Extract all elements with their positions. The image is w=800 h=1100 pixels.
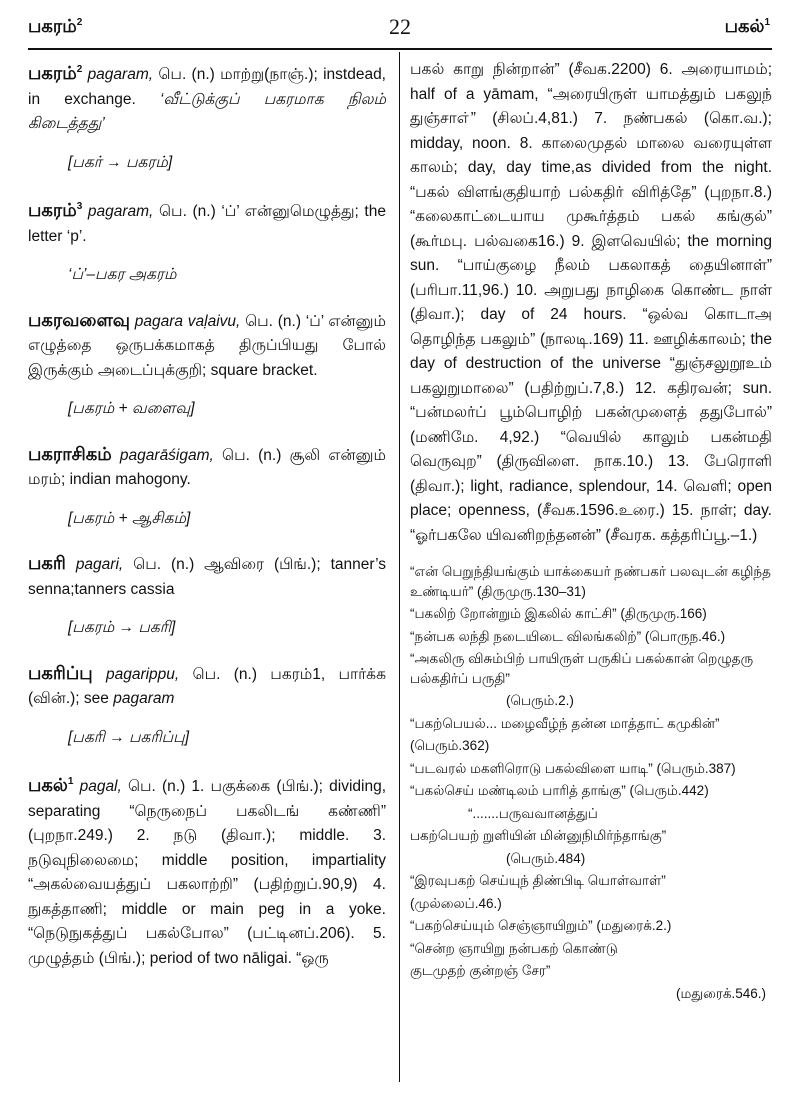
running-head-right	[725, 16, 770, 39]
definition: பெ. (n.) பகரம்1, பார்க்க (வின்.); see	[28, 665, 387, 707]
page-number: 22	[389, 14, 411, 39]
derivation: [பகரி → பகரிப்பு]	[68, 728, 190, 746]
quotation: “பகற்செய்யும் செஞ்ஞாயிறும்” (மதுரைக்.2.)	[410, 918, 672, 933]
headword: பகரவளைவு	[28, 309, 130, 330]
quotation: “பகல்செய் மண்டிலம் பாரித் தாங்கு” (பெரும்.442)	[410, 783, 709, 798]
quotation: “பகலிற் றோன்றும் இகலில் காட்சி” (திருமுரு.166)	[410, 606, 707, 621]
headword: பகல்$^1$	[28, 775, 74, 795]
quotation: குடமுதற் குன்றஞ் சேர”	[410, 963, 551, 978]
headword: பகரிப்பு	[28, 662, 93, 683]
entry-text	[28, 551, 386, 602]
definition: பெ. (n.) மாற்று(நாஞ்.); instdead, in exchange.	[28, 66, 386, 108]
transliteration: pagaram,	[87, 203, 154, 220]
headword: பகராசிகம்	[28, 443, 112, 464]
quotation: “.......பருவவானத்துப்	[468, 805, 598, 821]
derivation: [பகரம் + வளைவு]	[68, 400, 195, 417]
definition: பெ. (n.) ஆவிரை (பிங்.); tanner’s senna;tanners cassia	[28, 556, 387, 598]
transliteration: pagarippu,	[105, 665, 180, 683]
running-head-left-word: பகரம்	[28, 16, 77, 36]
entry-pagari	[28, 551, 386, 641]
headword: பகரம்$^2$	[28, 63, 83, 83]
usage-example: ‘வீட்டுக்குப் பகரமாக நிலம் கிடைத்தது’	[28, 90, 386, 132]
quotation-citation: (பெரும்.362)	[410, 738, 490, 753]
quotation: “நன்பக லந்தி நடையிடை விலங்கலிற்” (பொருந.46.)	[410, 628, 726, 644]
column-divider	[399, 52, 400, 1082]
entry-pagarippu	[28, 661, 386, 751]
quotation-citation: (மதுரைக்.546.)	[676, 985, 766, 1001]
quotation: “என் பெறுந்தியங்கும் யாக்கையர் நண்பகர் பலவுடன் கழிந்த உண்டியர்” (திருமுரு.130–31)	[410, 564, 771, 599]
definition: பெ. (n.) ‘ப்’ என்னுமெழுத்து; the letter ‘p’.	[28, 203, 386, 245]
running-head-right-word: பகல்	[724, 16, 765, 36]
quotation-block	[410, 562, 772, 1003]
quotation: “படவரல் மகளிரொடு பகல்விளை யாடி” (பெரும்.387)	[410, 760, 736, 776]
header-rule	[28, 48, 772, 50]
quotation-citation: (முல்லைப்.46.)	[410, 895, 502, 911]
definition: பெ. (n.) சூலி என்னும் மரம்; indian mahogony.	[28, 446, 386, 488]
entry-text	[28, 442, 386, 493]
derivation: [பகரம் → பகரி]	[68, 619, 176, 636]
entry-text	[28, 58, 386, 137]
quotation: “அகலிரு விசும்பிற் பாயிருள் பருகிப் பகல்கான் றெழுதரு பல்கதிர்ப் பருதி”	[410, 651, 754, 686]
left-column	[28, 58, 386, 991]
entry-pagaram-2	[28, 58, 386, 175]
entry-pagaram-3	[28, 195, 386, 288]
transliteration: pagaram,	[87, 66, 154, 83]
transliteration: pagara vaḷaivu,	[134, 312, 241, 330]
derivation: ‘ப்’–பகர அகரம்	[68, 266, 177, 283]
cross-reference: pagaram	[113, 690, 175, 707]
derivation: [பகர் → பகரம்]	[68, 153, 173, 171]
quotation-citation: (பெரும்.484)	[506, 850, 586, 866]
running-head-right-superscript: 1	[764, 17, 770, 28]
entry-text	[28, 661, 386, 712]
headword: பகரம்$^3$	[28, 200, 83, 220]
entry-text	[28, 770, 386, 971]
transliteration: pagal,	[79, 778, 122, 795]
headword: பகரி	[28, 553, 66, 573]
definition: பெ. (n.) 1. பகுக்கை (பிங்.); dividing, separating “நெருநைப் பகலிடங் கண்ணி” (புறநா.249.) 2. நடு (திவா.); middle. 3. நடுவுநிலைமை; middle position, impartiality “அகல்வையத்துப் பகலாற்றி” (பதிற்றுப்.90,9) 4. நுகத்தாணி; middle or main peg in a yoke. “நெடுநுகத்துப் பகல்போல” (பட்டினப்.206). 5. முழுத்தம் (பிங்.); period of two nāligai. “ஒரு	[28, 778, 387, 967]
entry-text	[28, 308, 386, 384]
right-column	[410, 58, 772, 1006]
entry-pagarasigam	[28, 442, 386, 532]
quotation-citation: (பெரும்.2.)	[506, 693, 574, 708]
quotation: “சென்ற ஞாயிறு நன்பகற் கொண்டு	[410, 940, 618, 956]
entry-pagal-1	[28, 770, 386, 971]
transliteration: pagari,	[75, 556, 124, 573]
derivation: [பகரம் + ஆசிகம்]	[68, 509, 191, 527]
entry-continuation: பகல் காறு நின்றான்” (சீவக.2200) 6. அரையாமம்; half of a yāmam, “அரையிருள் யாமத்தும் பகலுந் துஞ்சாஎ்” (சிலப்.4,81.) 7. நண்பகல் (கொ.வ.); midday, noon. 8. காலைமுதல் மாலை வரையுள்ள காலம்; day, day time,as divided from the night. “பகல் விளங்குதியாற் பல்கதிர் விரித்தே” (புறநா.8.) “கலைகாட்டையாய முகூர்த்தம் பகல் கங்குல்” (கூர்மபு. பல்வகை16.) 9. இளவெயில்; the morning sun. “பாய்குழை நீலம் பகலாகத் தையினாள்” (பரிபா.11,96.) 10. அறுபது நாழிகை கொண்ட நாள் (திவா.); day of 24 hours. “ஒல்வ கொடாஅ தொழிந்த பகலும்” (நாலடி.169) 11. ஊழிக்காலம்; the day of destruction of the universe “துஞ்சலுறூஉம் பகலுறுமாலை” (பதிற்றுப்.7,8.) 12. கதிரவன்; sun. “பன்மலர்ப் பூம்பொழிற் பகன்முளைத் ததுபோல்” (மணிமே. 4,92.) “வெயில் காலும் பகன்மதி வெருவுற” (திருவிளை. நாக.10.) 13. பேரொளி (திவா.); light, radiance, splendour, 14. வெளி; open place; openness, (சீவக.1596.உரை.) 15. நாள்; day. “ஓர்பகலே யிவனிறந்தனன்” (சீவரக. கத்தரிப்பூ.–1.)	[410, 61, 772, 544]
running-head-left-superscript: 2	[76, 17, 83, 28]
quotation: பகற்பெயற் றுளியின் மின்னுநிமிர்ந்தாங்கு”	[410, 828, 667, 843]
entry-pagara-valaivu	[28, 308, 386, 422]
quotation: “பகற்பெயல்... மழைவீழ்ந் தன்ன மாத்தாட் கமுகின்”	[410, 715, 720, 731]
definition: பெ. (n.) ‘ப்’ என்னும் எழுத்தை ஒருபக்கமாகத் திருப்பியது போல் இருக்கும் அடைப்புக்குறி; square bracket.	[28, 312, 386, 379]
transliteration: pagarāśigam,	[119, 446, 214, 464]
entry-text	[28, 195, 386, 249]
quotation: “இரவுபகற் செய்யுந் திண்பிடி யொள்வாள்”	[410, 873, 666, 888]
